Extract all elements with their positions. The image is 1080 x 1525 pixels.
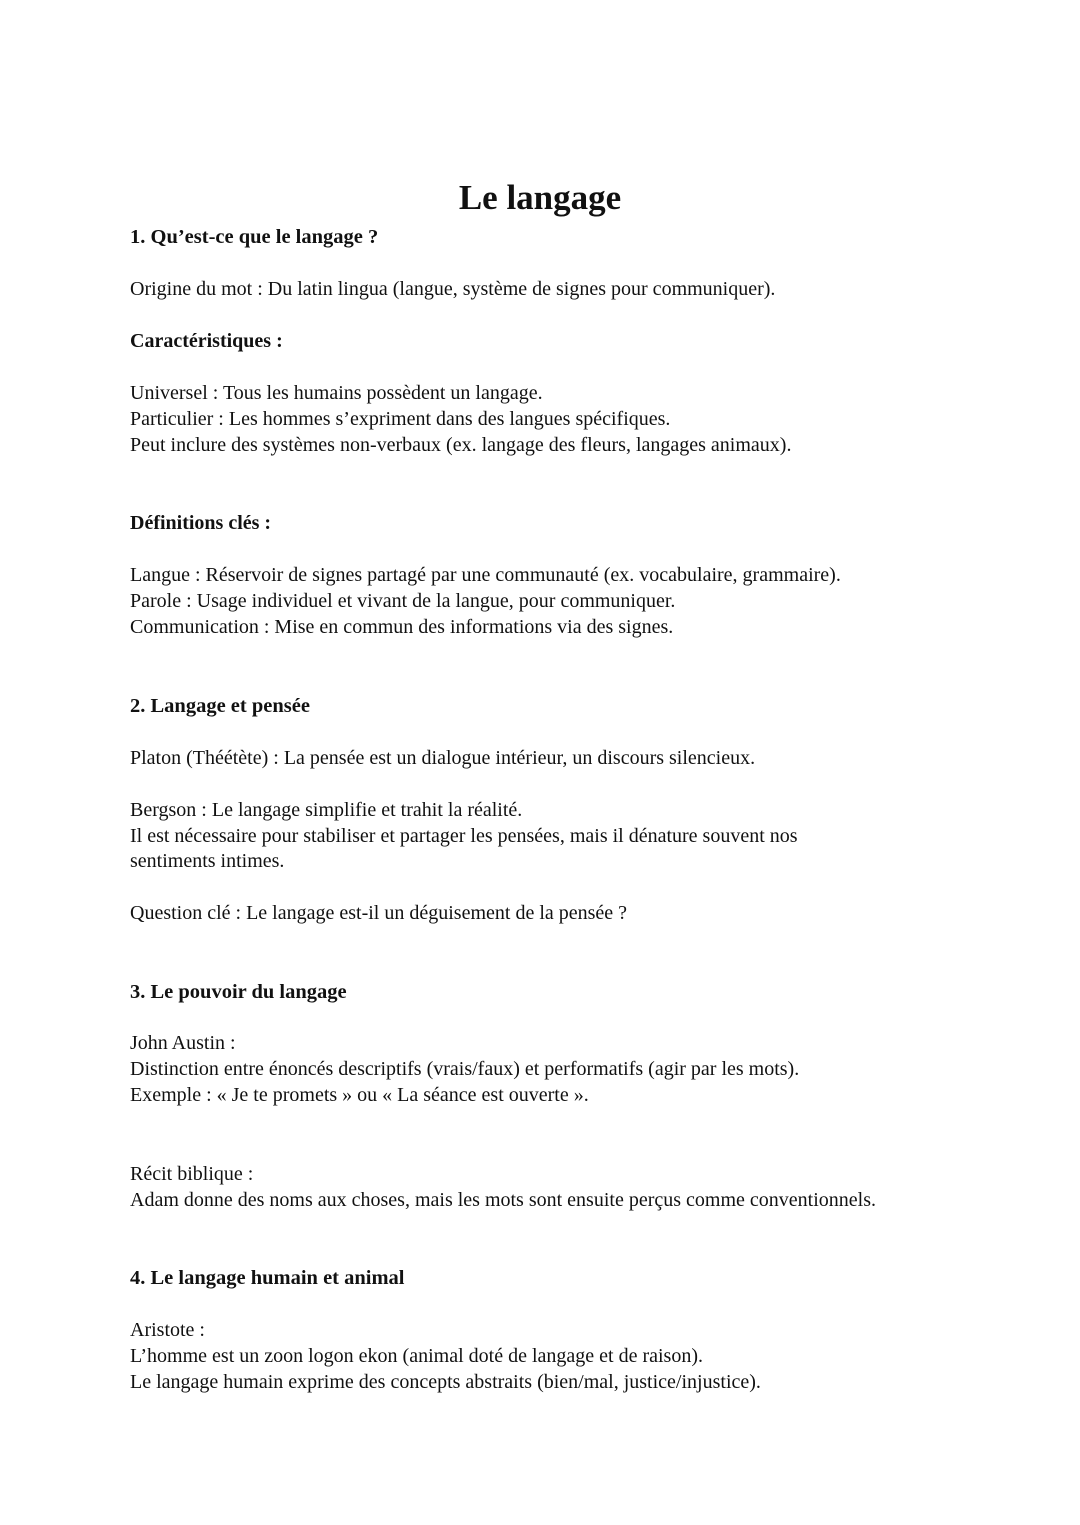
paragraph: Bergson : Le langage simplifie et trahit la réalité. bbox=[130, 799, 523, 821]
paragraph: Distinction entre énoncés descriptifs (vrais/faux) et performatifs (agir par les mots). bbox=[130, 1058, 800, 1080]
paragraph: Question clé : Le langage est-il un déguisement de la pensée ? bbox=[130, 902, 628, 924]
paragraph: Exemple : « Je te promets » ou « La séance est ouverte ». bbox=[130, 1084, 589, 1106]
paragraph: Platon (Théétète) : La pensée est un dialogue intérieur, un discours silencieux. bbox=[130, 747, 756, 769]
paragraph: John Austin : bbox=[130, 1032, 236, 1054]
page-title: Le langage bbox=[458, 178, 622, 218]
section-heading: 3. Le pouvoir du langage bbox=[130, 981, 347, 1003]
subheading: Caractéristiques : bbox=[130, 330, 283, 352]
paragraph: Universel : Tous les humains possèdent un langage. bbox=[130, 382, 543, 404]
paragraph: Parole : Usage individuel et vivant de la langue, pour communiquer. bbox=[130, 590, 676, 612]
paragraph: Particulier : Les hommes s’expriment dans des langues spécifiques. bbox=[130, 408, 671, 430]
paragraph: sentiments intimes. bbox=[130, 850, 285, 872]
section-heading: 1. Qu’est-ce que le langage ? bbox=[130, 226, 379, 248]
paragraph: Adam donne des noms aux choses, mais les mots sont ensuite perçus comme conventionnels. bbox=[130, 1189, 876, 1211]
paragraph: Récit biblique : bbox=[130, 1163, 254, 1185]
paragraph: Aristote : bbox=[130, 1319, 205, 1341]
paragraph: Origine du mot : Du latin lingua (langue, système de signes pour communiquer). bbox=[130, 278, 776, 300]
paragraph: Communication : Mise en commun des informations via des signes. bbox=[130, 616, 674, 638]
paragraph: Le langage humain exprime des concepts abstraits (bien/mal, justice/injustice). bbox=[130, 1371, 761, 1393]
paragraph: Langue : Réservoir de signes partagé par une communauté (ex. vocabulaire, grammaire). bbox=[130, 564, 841, 586]
section-heading: 2. Langage et pensée bbox=[130, 695, 310, 717]
section-heading: 4. Le langage humain et animal bbox=[130, 1267, 405, 1289]
paragraph: Il est nécessaire pour stabiliser et partager les pensées, mais il dénature souvent nos bbox=[130, 825, 798, 847]
paragraph: L’homme est un zoon logon ekon (animal doté de langage et de raison). bbox=[130, 1345, 703, 1367]
subheading: Définitions clés : bbox=[130, 512, 272, 534]
paragraph: Peut inclure des systèmes non-verbaux (ex. langage des fleurs, langages animaux). bbox=[130, 434, 792, 456]
